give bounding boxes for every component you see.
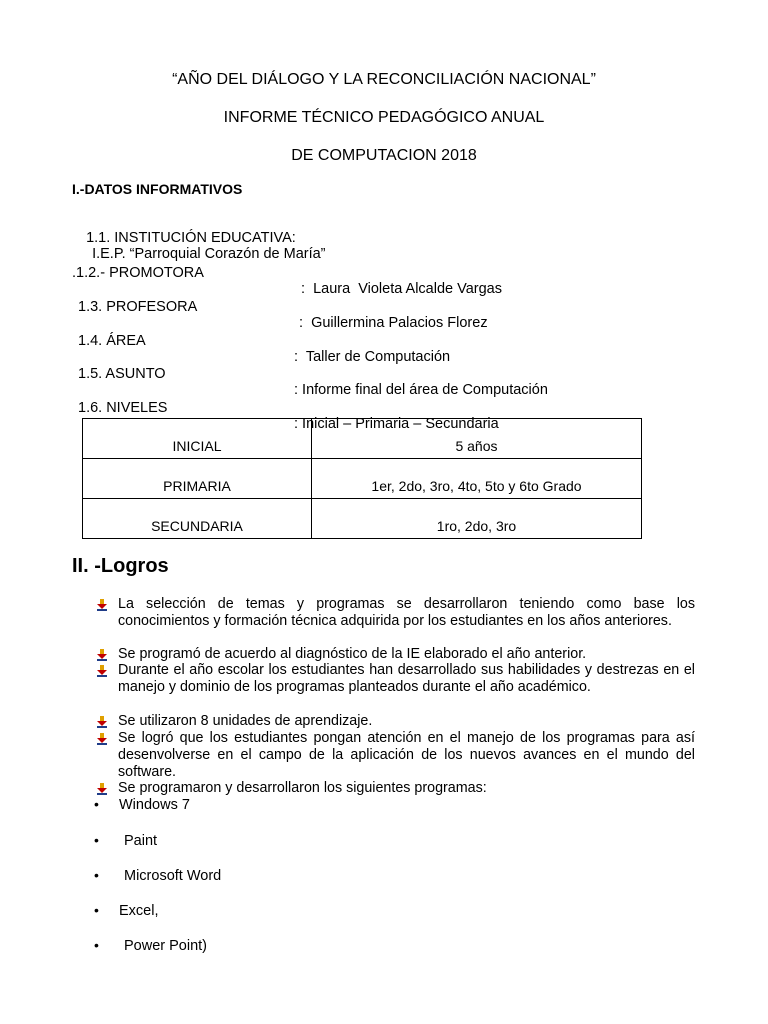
datos-label: 1.6. NIVELES (78, 400, 168, 416)
report-title: INFORME TÉCNICO PEDAGÓGICO ANUAL (223, 109, 545, 126)
table-row (83, 459, 642, 499)
datos-row (78, 283, 678, 331)
datos-row (78, 317, 678, 365)
bullet-dot-icon: • (94, 937, 99, 953)
programa-item: Power Point) (124, 938, 208, 954)
datos-value: : Taller de Computación (294, 349, 451, 365)
bullet-dot-icon: • (94, 832, 99, 848)
table-cell-grados: 5 años (312, 419, 642, 459)
programa-item: Windows 7 (119, 797, 190, 813)
arrow-bullet-icon (96, 599, 108, 611)
arrow-bullet-icon (96, 665, 108, 677)
datos-label: 1.5. ASUNTO (78, 366, 166, 382)
section-datos-heading: I.-DATOS INFORMATIVOS (72, 181, 243, 197)
datos-label: 1.4. ÁREA (78, 333, 146, 349)
datos-label: 1.1. INSTITUCIÓN EDUCATIVA: (86, 230, 296, 246)
niveles-table (82, 418, 642, 539)
arrow-bullet-icon (96, 716, 108, 728)
datos-value: : Laura Violeta Alcalde Vargas (301, 281, 502, 297)
datos-label: 1.3. PROFESORA (78, 299, 198, 315)
arrow-bullet-icon (96, 649, 108, 661)
datos-value: : Inicial – Primaria – Secundaria (294, 416, 499, 432)
bullet-dot-icon: • (94, 902, 99, 918)
datos-value: I.E.P. “Parroquial Corazón de María” (92, 246, 326, 262)
datos-row (78, 350, 678, 398)
table-cell-grados: 1ro, 2do, 3ro (312, 499, 642, 539)
logro-item: Durante el año escolar los estudiantes han desarrollado sus habilidades y destrezas en el manejo y dominio de los programas planteados durante el año académico. (118, 662, 695, 695)
logro-item: Se utilizaron 8 unidades de aprendizaje. (118, 713, 373, 729)
bullet-dot-icon: • (94, 867, 99, 883)
programa-item: Microsoft Word (124, 868, 222, 884)
table-cell-nivel: PRIMARIA (83, 459, 312, 499)
section-logros-heading: II. -Logros (72, 555, 169, 577)
arrow-bullet-icon (96, 733, 108, 745)
programa-item: Paint (124, 833, 158, 849)
datos-value: : Guillermina Palacios Florez (299, 315, 488, 331)
report-subtitle: DE COMPUTACION 2018 (291, 147, 477, 164)
logro-item: La selección de temas y programas se desarrollaron teniendo como base los conocimientos y formación técnica adquirida por los estudiantes en los años anteriores. (118, 596, 695, 629)
datos-row (72, 249, 672, 297)
datos-value: : Informe final del área de Computación (294, 382, 548, 398)
motto: “AÑO DEL DIÁLOGO Y LA RECONCILIACIÓN NACIONAL” (172, 71, 596, 88)
table-cell-nivel: SECUNDARIA (83, 499, 312, 539)
bullet-dot-icon: • (94, 796, 99, 812)
table-cell-nivel: INICIAL (83, 419, 312, 459)
datos-row (78, 384, 678, 432)
logro-item: Se logró que los estudiantes pongan atención en el manejo de los programas para así desenvolverse en el campo de la aplicación de los nuevos avances en el mundo del software. (118, 730, 695, 780)
logro-item: Se programaron y desarrollaron los siguientes programas: (118, 780, 487, 796)
datos-label: .1.2.- PROMOTORA (72, 265, 204, 281)
table-row (83, 499, 642, 539)
programa-item: Excel, (119, 903, 159, 919)
logro-item: Se programó de acuerdo al diagnóstico de la IE elaborado el año anterior. (118, 646, 587, 662)
table-row (83, 419, 642, 459)
table-cell-grados: 1er, 2do, 3ro, 4to, 5to y 6to Grado (312, 459, 642, 499)
arrow-bullet-icon (96, 783, 108, 795)
